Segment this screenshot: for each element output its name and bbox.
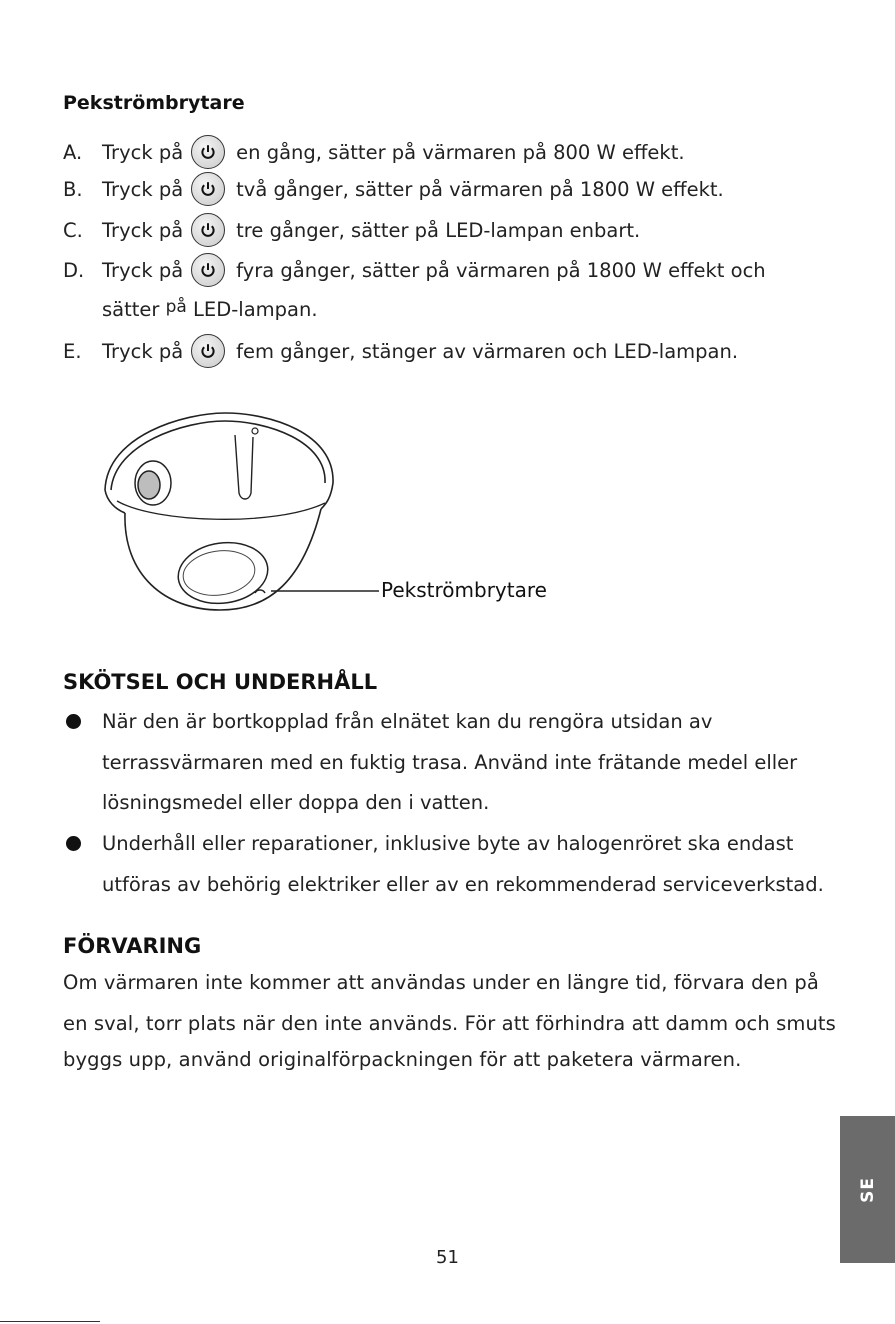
power-button-icon xyxy=(191,334,225,368)
bullet-dot xyxy=(66,836,81,851)
power-button-icon xyxy=(191,253,225,287)
cont-small-word: på xyxy=(165,297,187,317)
instruction-row-e xyxy=(63,335,738,367)
item-text: fyra gånger, sätter på värmaren på 1800 W effekt och xyxy=(236,258,766,282)
body-line: byggs upp, använd originalförpackningen för att paketera värmaren. xyxy=(63,1048,742,1071)
bullet-line: lösningsmedel eller doppa den i vatten. xyxy=(102,791,490,814)
heater-side-knob xyxy=(135,461,171,505)
section-heading-storage: FÖRVARING xyxy=(63,934,202,958)
bullet-line: utföras av behörig elektriker eller av en rekommenderad serviceverkstad. xyxy=(102,873,824,896)
heater-mount-tab xyxy=(235,435,253,499)
power-button-icon xyxy=(191,213,225,247)
body-line: en sval, torr plats när den inte används. För att förhindra att damm och smuts xyxy=(63,1012,836,1035)
item-letter: B. xyxy=(63,177,83,201)
item-text: en gång, sätter på värmaren på 800 W effekt. xyxy=(236,140,685,164)
section-heading-maintenance: SKÖTSEL OCH UNDERHÅLL xyxy=(63,670,378,694)
item-prefix: Tryck på xyxy=(102,218,184,242)
item-letter: E. xyxy=(63,339,82,363)
instruction-row-d-continuation xyxy=(102,298,318,321)
cont-word: sätter xyxy=(102,298,160,321)
item-letter: C. xyxy=(63,218,83,242)
power-button-icon xyxy=(191,135,225,169)
power-button-icon xyxy=(191,172,225,206)
item-prefix: Tryck på xyxy=(102,339,184,363)
instruction-row-b xyxy=(63,173,724,205)
item-prefix: Tryck på xyxy=(102,258,184,282)
figure-callout-label: Pekströmbrytare xyxy=(381,578,547,602)
language-side-tab xyxy=(840,1116,895,1263)
bullet-line: terrassvärmaren med en fuktig trasa. Använd inte frätande medel eller xyxy=(102,751,798,774)
item-text: tre gånger, sätter på LED-lampan enbart. xyxy=(236,218,641,242)
language-code: SE xyxy=(857,1176,878,1203)
cont-word: LED-lampan. xyxy=(193,298,318,321)
item-text: två gånger, sätter på värmaren på 1800 W effekt. xyxy=(236,177,724,201)
item-letter: A. xyxy=(63,140,83,164)
item-prefix: Tryck på xyxy=(102,177,184,201)
footer-rule xyxy=(0,1321,100,1322)
section-heading-touch-switch: Pekströmbrytare xyxy=(63,92,245,114)
instruction-row-a xyxy=(63,136,685,168)
instruction-row-d xyxy=(63,254,766,286)
bullet-dot xyxy=(66,714,81,729)
item-prefix: Tryck på xyxy=(102,140,184,164)
instruction-row-c xyxy=(63,214,640,246)
item-letter: D. xyxy=(63,258,85,282)
body-line: Om värmaren inte kommer att användas under en längre tid, förvara den på xyxy=(63,971,819,994)
item-text: fem gånger, stänger av värmaren och LED-lampan. xyxy=(236,339,739,363)
bullet-line: När den är bortkopplad från elnätet kan du rengöra utsidan av xyxy=(102,710,713,733)
page-number: 51 xyxy=(436,1247,459,1268)
bullet-line: Underhåll eller reparationer, inklusive byte av halogenröret ska endast xyxy=(102,832,794,855)
